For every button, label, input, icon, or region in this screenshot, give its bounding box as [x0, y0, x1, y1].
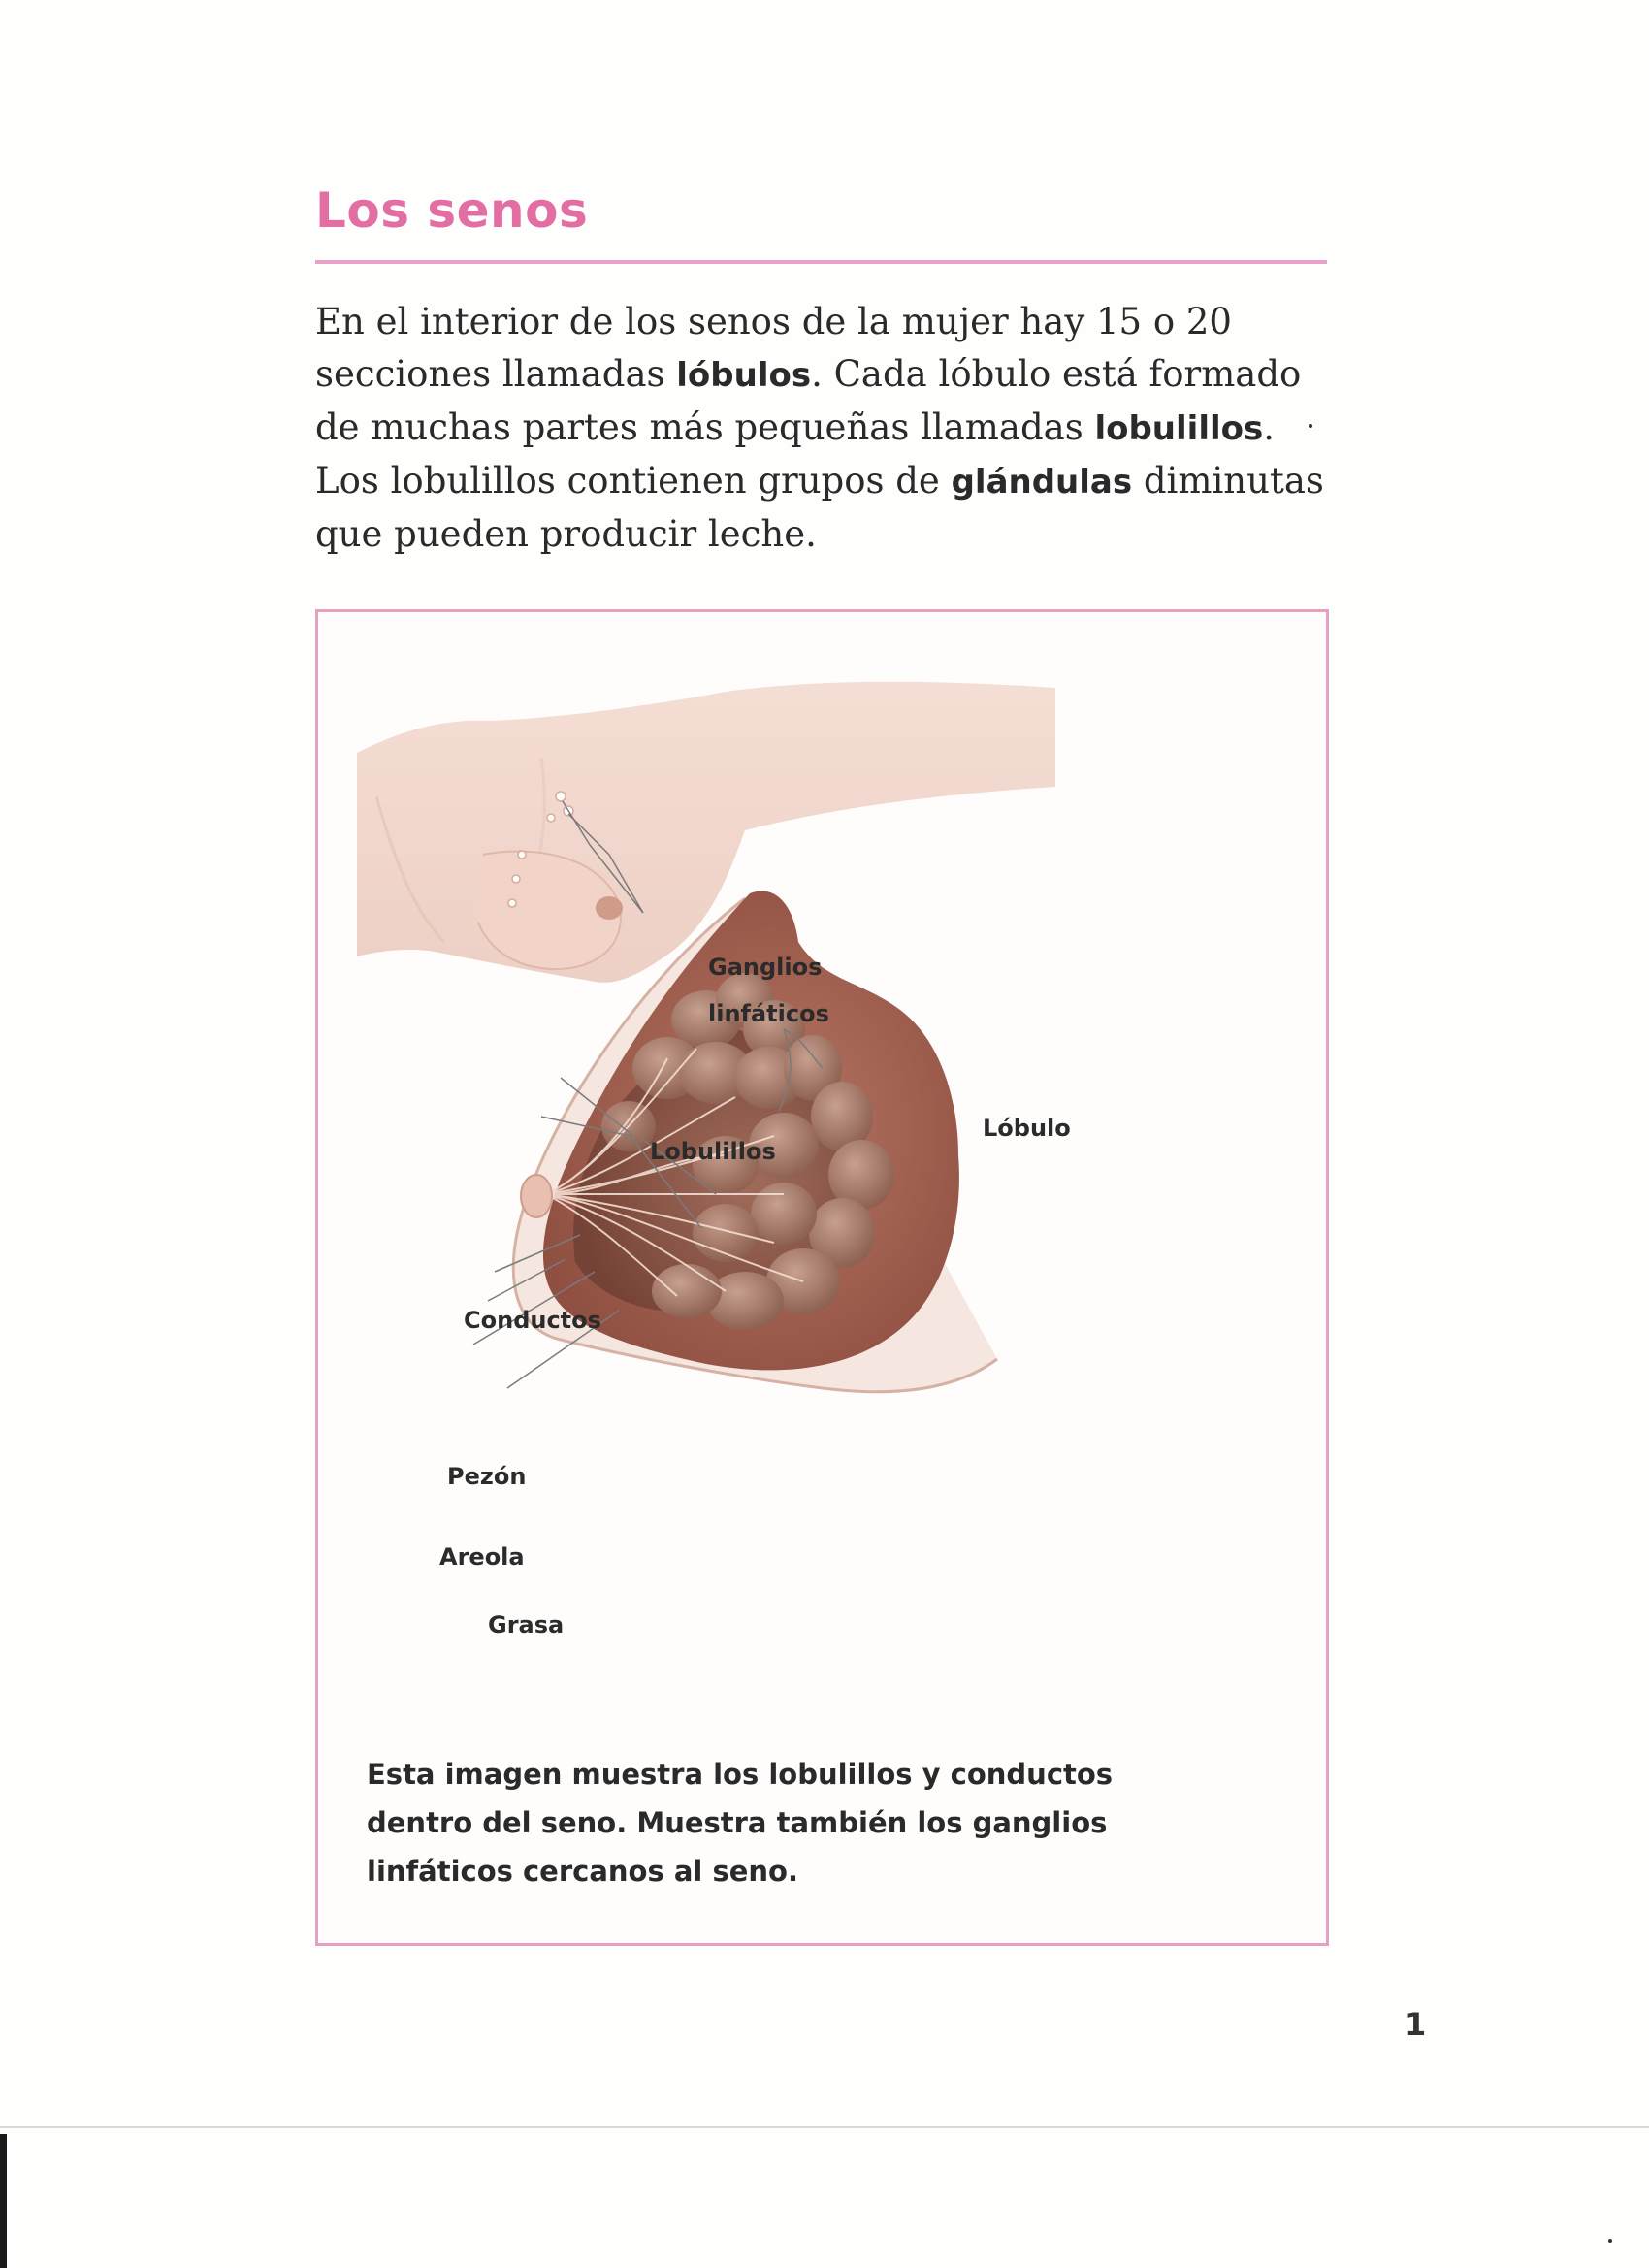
title-divider [315, 260, 1327, 264]
nipple [521, 1175, 552, 1217]
figure-caption: Esta imagen muestra los lobulillos y conductos dentro del seno. Muestra también los ganglios linfáticos cercanos al seno. [367, 1758, 1114, 1888]
term-glandulas: glándulas [951, 463, 1133, 502]
scan-speck [1608, 2239, 1612, 2243]
term-lobulillos: lobulillos [1094, 409, 1264, 448]
breast-anatomy-illustration [318, 612, 1326, 1943]
intro-text-1: En el interior de los senos de la mujer hay 15 o 20 secciones llamadas [315, 301, 1232, 395]
label-ganglios-1: Ganglios [708, 954, 823, 981]
page-title: Los senos [315, 182, 589, 239]
label-conductos: Conductos [464, 1307, 601, 1334]
label-lobulo: Lóbulo [983, 1115, 1071, 1142]
intro-text-3: . Los lobulillos contienen grupos de [315, 406, 1275, 502]
label-ganglios-2: linfáticos [708, 1000, 829, 1027]
intro-text-4: diminutas que pueden producir leche. [315, 460, 1324, 555]
label-pezon: Pezón [447, 1463, 527, 1490]
scan-artifact-bar [0, 2134, 7, 2268]
label-lobulillos: Lobulillos [650, 1138, 776, 1165]
intro-text-2: . Cada lóbulo está formado de muchas partes más pequeñas llamadas [315, 353, 1302, 448]
scan-speck [1309, 424, 1312, 428]
intro-paragraph [315, 296, 1334, 561]
label-grasa: Grasa [488, 1611, 565, 1638]
term-lobulos: lóbulos [676, 356, 812, 395]
figure-box [315, 609, 1329, 1946]
scan-page-edge [0, 2126, 1649, 2128]
label-areola: Areola [439, 1543, 525, 1571]
page-number: 1 [1405, 2006, 1427, 2043]
